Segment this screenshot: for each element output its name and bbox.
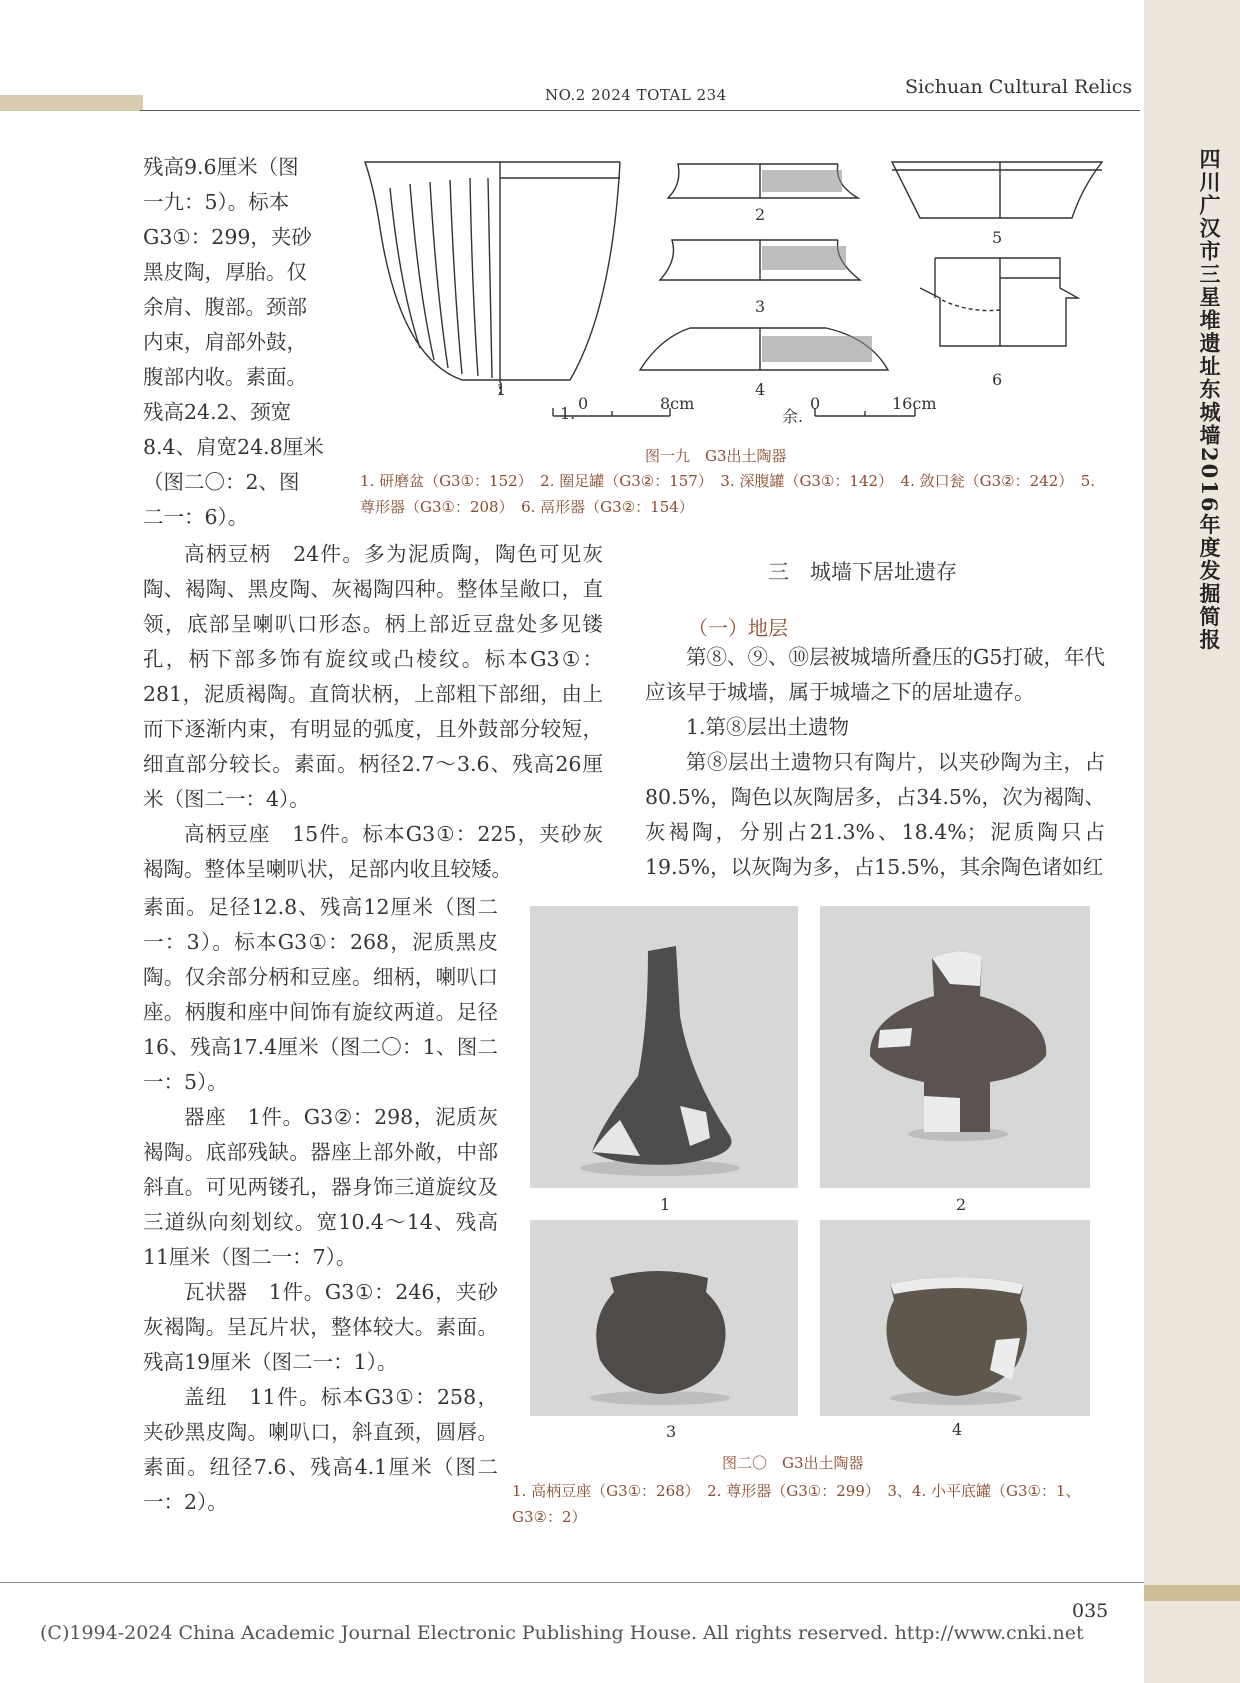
- text-line: G3①：299，夹砂: [143, 225, 312, 249]
- photo-1: [530, 906, 798, 1188]
- vessel-1-outline: [365, 162, 500, 380]
- fig20-label-2: 2: [956, 1195, 967, 1214]
- scale2-prefix: 余.: [782, 407, 804, 426]
- fig19-label-2: 2: [755, 205, 766, 224]
- paragraph-gaobingdou-zuo: 高柄豆座 15件。标本G3①：225，夹砂灰褐陶。整体呈喇叭状，足部内收且较矮。: [143, 822, 603, 881]
- text-line: 残高9.6厘米（图: [143, 155, 299, 179]
- right-column-text: [645, 640, 1105, 885]
- left-column-bottom: [143, 890, 498, 1520]
- photo-4: [820, 1220, 1090, 1416]
- text-line: 二一：6）。: [143, 505, 249, 529]
- photo-2-vessel: [820, 906, 1090, 1188]
- header-rule: [140, 110, 1140, 111]
- fig19-label-4: 4: [755, 380, 766, 399]
- fig19-label-6: 6: [992, 370, 1003, 389]
- scale2-zero: 0: [810, 394, 821, 413]
- fig19-label-5: 5: [992, 228, 1003, 247]
- photo-3-vessel: [530, 1220, 798, 1416]
- figure-19-drawing: [360, 148, 1120, 428]
- photo-1-vessel: [530, 906, 798, 1188]
- photo-2: [820, 906, 1090, 1188]
- figure-19-title: 图一九 G3出土陶器: [645, 447, 787, 465]
- header-accent-bar: [0, 95, 143, 111]
- text-line: 残高24.2、颈宽: [143, 400, 292, 424]
- footer-rule: [0, 1582, 1144, 1583]
- copyright-notice: (C)1994-2024 China Academic Journal Electronic Publishing House. All rights reserved. http://www.cnki.net: [40, 1622, 1084, 1644]
- scale2-end: 16cm: [892, 394, 937, 413]
- fig19-label-1: 1: [496, 380, 507, 399]
- paragraph-wazhuangqi: 瓦状器 1件。G3①：246，夹砂灰褐陶。呈瓦片状，整体较大。素面。残高19厘米（图二一：1）。: [143, 1280, 498, 1374]
- text-line: 8.4、肩宽24.8厘米: [143, 435, 324, 459]
- figure-19-caption: 1. 研磨盆（G3①：152） 2. 圈足罐（G3②：157） 3. 深腹罐（G3①：142） 4. 敛口瓮（G3②：242） 5. 尊形器（G3①：208） 6. 鬲形器（G3②：154）: [360, 472, 1096, 516]
- figure-20-caption: 1. 高柄豆座（G3①：268） 2. 尊形器（G3①：299） 3、4. 小平底罐（G3①：1、G3②：2）: [512, 1482, 1081, 1526]
- left-column-top: [143, 150, 343, 535]
- text-line: 余肩、腹部。颈部: [143, 295, 307, 319]
- scale1-zero: 0: [578, 394, 589, 413]
- subsection-heading: （一）地层: [688, 616, 788, 640]
- left-column-mid: [143, 537, 603, 887]
- footer-accent-bar: [1144, 1585, 1240, 1601]
- section-heading: 三 城墙下居址遗存: [768, 560, 957, 584]
- paragraph-gainiu: 盖纽 11件。标本G3①：258，夹砂黑皮陶。喇叭口，斜直颈，圆唇。素面。纽径7.6、残高4.1厘米（图二一：2）。: [143, 1385, 498, 1514]
- fig20-label-1: 1: [660, 1195, 671, 1214]
- scale1-prefix: 1.: [560, 404, 576, 423]
- paragraph-layer8: 第⑧层出土遗物只有陶片，以夹砂陶为主，占80.5%，陶色以灰陶居多，占34.5%，次为褐陶、灰褐陶，分别占21.3%、18.4%；泥质陶只占19.5%，以灰陶为多，占15.5%，其余陶色诸如红: [645, 750, 1105, 879]
- scale1-end: 8cm: [660, 394, 695, 413]
- fig20-label-4: 4: [952, 1420, 963, 1439]
- paragraph-continued: 素面。足径12.8、残高12厘米（图二一：3）。标本G3①：268，泥质黑皮陶。仅余部分柄和豆座。细柄，喇叭口座。柄腹和座中间饰有旋纹两道。足径16、残高17.4厘米（图二〇：1、图二一：5）。: [143, 895, 498, 1094]
- text-line: 腹部内收。素面。: [143, 365, 307, 389]
- paragraph-gaobingdou-bing: 高柄豆柄 24件。多为泥质陶，陶色可见灰陶、褐陶、黑皮陶、灰褐陶四种。整体呈敞口，直领，底部呈喇叭口形态。柄上部近豆盘处多见镂孔，柄下部多饰有旋纹或凸棱纹。标本G3①：281，泥质褐陶。直筒状柄，上部粗下部细，由上而下逐渐内束，有明显的弧度，且外鼓部分较短，细直部分较长。素面。柄径2.7～3.6、残高26厘米（图二一：4）。: [143, 542, 603, 811]
- photo-4-vessel: [820, 1220, 1090, 1416]
- text-line: 一九：5）。标本: [143, 190, 290, 214]
- article-running-title: 四川广汉市三星堆遗址东城墙2016年度发掘简报: [1197, 148, 1222, 652]
- paragraph-layer8-heading: 1.第⑧层出土遗物: [686, 715, 850, 739]
- figure-20-title: 图二〇 G3出土陶器: [722, 1454, 864, 1472]
- fig20-label-3: 3: [666, 1422, 677, 1441]
- fig19-label-3: 3: [755, 297, 766, 316]
- issue-info: NO.2 2024 TOTAL 234: [545, 86, 727, 104]
- journal-name: Sichuan Cultural Relics: [905, 76, 1133, 98]
- text-line: 黑皮陶，厚胎。仅: [143, 260, 307, 284]
- page-number: 035: [1072, 1600, 1109, 1622]
- photo-3: [530, 1220, 798, 1416]
- paragraph-strata: 第⑧、⑨、⑩层被城墙所叠压的G5打破，年代应该早于城墙，属于城墙之下的居址遗存。: [645, 645, 1105, 704]
- text-line: 内束，肩部外鼓，: [143, 330, 307, 354]
- text-line: （图二〇：2、图: [143, 470, 300, 494]
- paragraph-qizuo: 器座 1件。G3②：298，泥质灰褐陶。底部残缺。器座上部外敞，中部斜直。可见两镂孔，器身饰三道旋纹及三道纵向刻划纹。宽10.4～14、残高11厘米（图二一：7）。: [143, 1105, 498, 1269]
